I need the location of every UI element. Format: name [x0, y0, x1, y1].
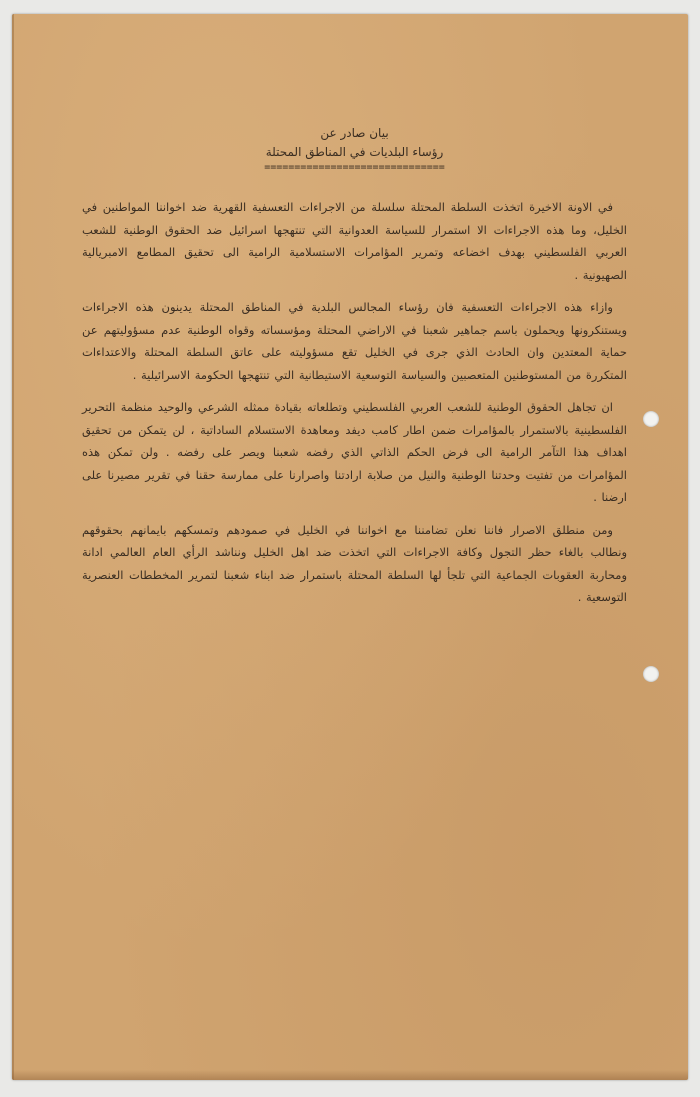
document-page	[12, 14, 688, 1080]
document-body	[82, 124, 627, 619]
paragraph-3: ان تجاهل الحقوق الوطنية للشعب العربي الفلسطيني وتطلعاته بقيادة ممثله الشرعي والوحيد منظمة التحرير الفلسطينية بالاستمرار بالمؤامرات ضمن اطار كامب ديفد ومعاهدة الاستسلام الساداتية ، لن يتمكن من تحقيق اهداف هذا التآمر الرامية الى فرض الحكم الذاتي الذي رفضه شعبنا ويصر على رفضه . ولن تمكن هذه المؤامرات من تفتيت وحدتنا الوطنية والنيل من صلابة ارادتنا واصرارنا على ممارسة حقنا في تقرير مصيرنا على ارضنا .	[82, 400, 627, 504]
punch-hole-bottom	[643, 666, 659, 682]
paragraph-4: ومن منطلق الاصرار فاننا نعلن تضامننا مع اخواننا في الخليل في صمودهم وتمسكهم بايمانهم بحقوقهم ونطالب بالغاء حظر التجول وكافة الاجراءات التي اتخذت ضد اهل الخليل ونناشد الرأي العام العالمي ادانة ومحاربة العقوبات الجماعية التي تلجأ لها السلطة المحتلة باستمرار ضد ابناء شعبنا لتمرير المخططات العنصرية التوسعية .	[82, 522, 627, 604]
paper-edge	[12, 14, 14, 1080]
title-underline-rule: ==============================	[264, 162, 445, 173]
paragraph-2: وازاء هذه الاجراءات التعسفية فان رؤساء المجالس البلدية في المناطق المحتلة يدينون هذه الاجراءات ويستنكرونها ويحملون باسم جماهير شعبنا في الاراضي المحتلة ومؤسساته وقواه الوطنية عدم مسؤوليتهم عن حماية المعتدين وان الحادث الذي جرى في الخليل تقع مسؤوليته على عاتق السلطة المحتلة والاعتداءات المتكررة من المستوطنين المتعصبين والسياسة التوسعية الاستيطانية التي تنتهجها الحكومة الاسرائيلية .	[82, 300, 627, 382]
document-title-line2: رؤساء البلديات في المناطق المحتلة	[265, 145, 444, 159]
document-title-line1: بيان صادر عن	[320, 126, 389, 140]
punch-hole-top	[643, 411, 659, 427]
paper-wear	[12, 1070, 688, 1080]
paragraph-1: في الاونة الاخيرة اتخذت السلطة المحتلة سلسلة من الاجراءات التعسفية القهرية ضد اخواننا المواطنين في الخليل، وما هذه الاجراءات الا استمرار للسياسة العدوانية التي تنتهجها اسرائيل ضد الحقوق الوطنية للشعب العربي الفلسطيني بهدف اخضاعه وتمرير المؤامرات الاستسلامية الرامية الى تحقيق المطامع الامبريالية الصهيونية .	[82, 200, 627, 282]
